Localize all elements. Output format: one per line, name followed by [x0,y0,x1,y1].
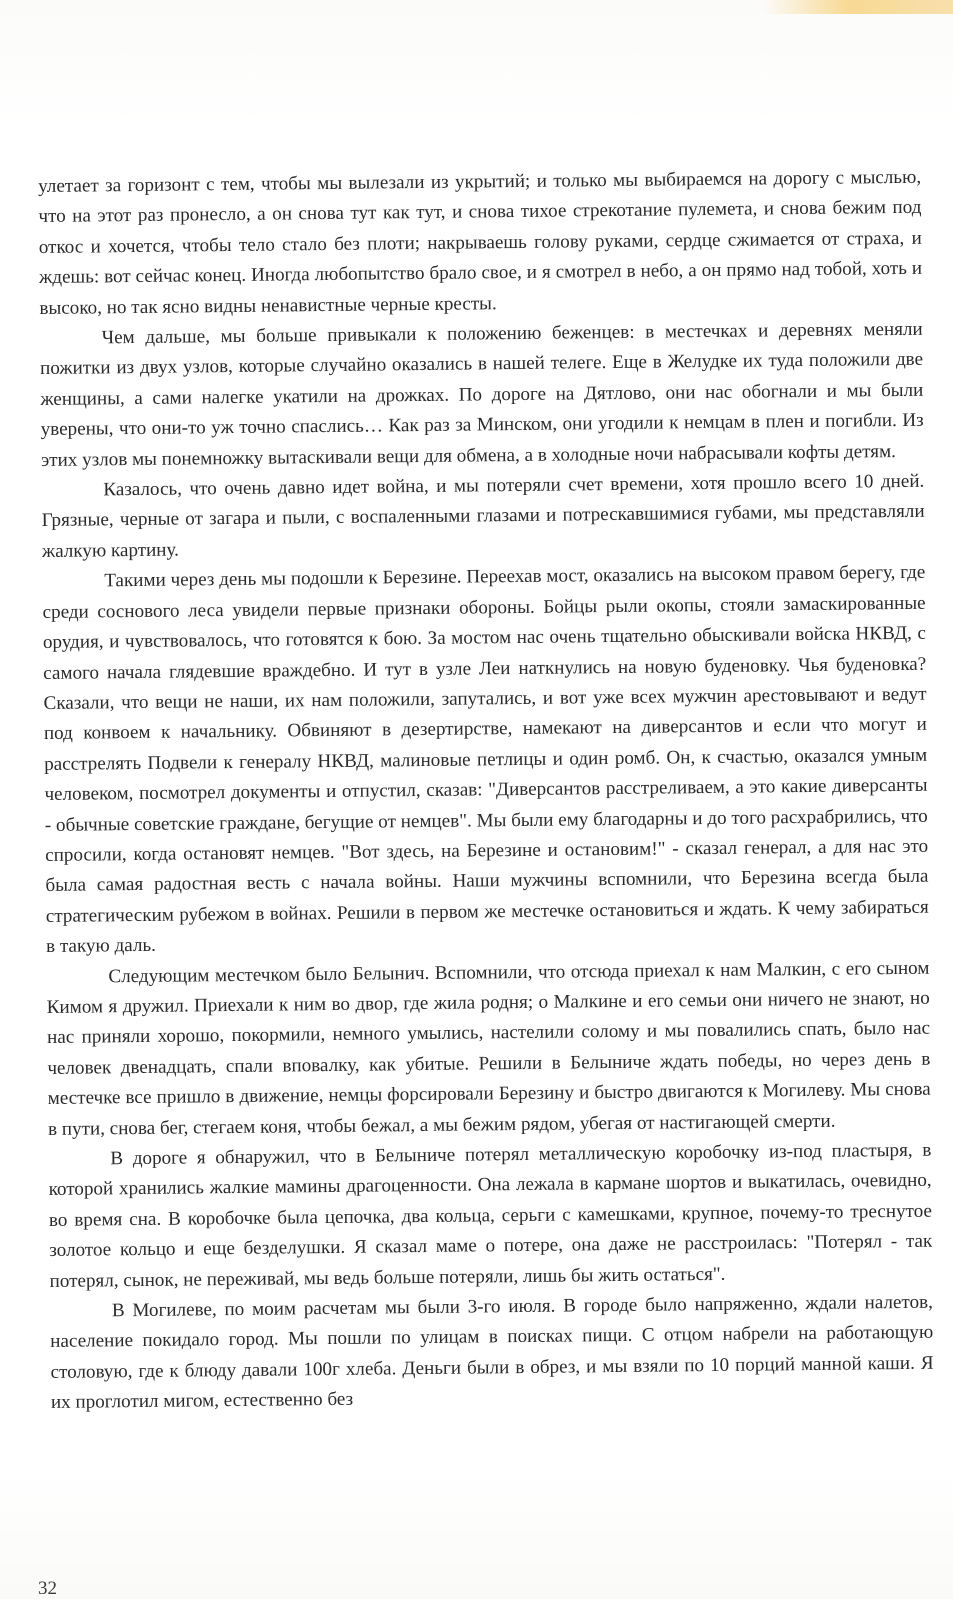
paragraph: улетает за горизонт с тем, чтобы мы вылезали из укрытий; и только мы выбираемся на дорогу с мыслью, что на этот раз пронесло, а он снова тут как тут, и снова тихое стрекотание пулемета, и снова бежим под откос и хочется, чтобы тело стало без плоти; накрываешь голову руками, сердце сжимается от страха, и ждешь: вот сейчас конец. Иногда любопытство брало свое, и я смотрел в небо, а он прямо над тобой, хоть и высоко, но так ясно видны ненавистные черные кресты. [38,166,923,319]
paper-stain [763,0,953,14]
body-text [38,163,934,1419]
paragraph: В дороге я обнаружил, что в Белыниче потерял металлическую коробочку из-под пластыря, в которой хранились жалкие мамины драгоценности. Она лежала в кармане шортов и выкатилась, очевидно, во время сна. В коробочке была цепочка, два кольца, серьги с камешками, крупное, почему-то треснутое золотое кольцо и еще безделушки. Я сказал маме о потере, она даже не расстроилась: "Потерял - так потерял, сынок, не переживай, мы ведь больше потеряли, лишь бы жить остаться". [48,1139,933,1292]
paragraph: Казалось, что очень давно идет война, и мы потеряли счет времени, хотя прошло всего 10 дней. Грязные, черные от загара и пыли, с воспаленными глазами и потрескавшимися губами, мы представляли жалкую картину. [41,470,925,562]
paragraph: Такими через день мы подошли к Березине. Переехав мост, оказались на высоком правом берегу, где среди соснового леса увидели первые признаки обороны. Бойцы рыли окопы, стояли замаскированные орудия, и чувствовалось, что готовятся к бою. За мостом нас очень тщательно обыскивали войска НКВД, с самого начала глядевшие враждебно. И тут в узле Леи наткнулись на новую буденовку. Чья буденовка? Сказали, что вещи не наши, их нам положили, запутались, и вот уже всех мужчин арестовывают и ведут под конвоем к начальнику. Обвиняют в дезертирстве, намекают на диверсантов и если что могут и расстрелять Подвели к генералу НКВД, малиновые петлицы и один ромб. Он, к счастью, оказался умным человеком, посмотрел документы и отпустил, сказав: "Диверсантов расстреливаем, а это какие диверсанты - обычные советские граждане, бегущие от немцев". Мы были ему благодарны и до того расхрабрились, что спросили, когда остановят немцев. "Вот здесь, на Березине и остановим!" - сказал генерал, а для нас это была самая радостная весть с начала войны. Наши мужчины вспомнили, что Березина всегда была стратегическим рубежом в войнах. Решили в первом же местечке остановиться и ждать. К чему забираться в такую даль. [42,562,929,958]
paragraph: В Могилеве, по моим расчетам мы были 3-го июля. В городе было напряженно, ждали налетов, население покидало город. Мы пошли по улицам в поисках пищи. С отцом набрели на работающую столовую, где к блюду давали 100г хлеба. Деньги были в обрез, и мы взяли по 10 порций манной каши. Я их проглотил мигом, естественно без [50,1291,934,1414]
paragraph: Чем дальше, мы больше привыкали к положению беженцев: в местечках и деревнях меняли пожитки из двух узлов, которые случайно оказались в нашей телеге. Еще в Желудке их туда положили две женщины, а сами налегке укатили на дрожках. По дороге на Дятлово, они нас обогнали и мы были уверены, что они-то уж точно спаслись… Как раз за Минском, они угодили к немцам в плен и погибли. Из этих узлов мы понемножку вытаскивали вещи для обмена, а в холодные ночи набрасывали кофты детям. [39,318,924,471]
page-number: 32 [38,1578,57,1599]
paragraph: Следующим местечком было Белынич. Вспомнили, что отсюда приехал к нам Малкин, с его сыном Кимом я дружил. Приехали к ним во двор, где жила родня; о Малкине и его семьи они ничего не знают, но нас приняли хорошо, покормили, немного умылись, настелили солому и мы повалились спать, было нас человек двенадцать, спали вповалку, как убитые. Решили в Белыниче ждать победы, но через день в местечке все пришло в движение, немцы форсировали Березину и быстро двигаются к Могилеву. Мы снова в пути, снова бег, стегаем коня, чтобы бежал, а мы бежим рядом, убегая от настигающей смерти. [46,957,931,1140]
